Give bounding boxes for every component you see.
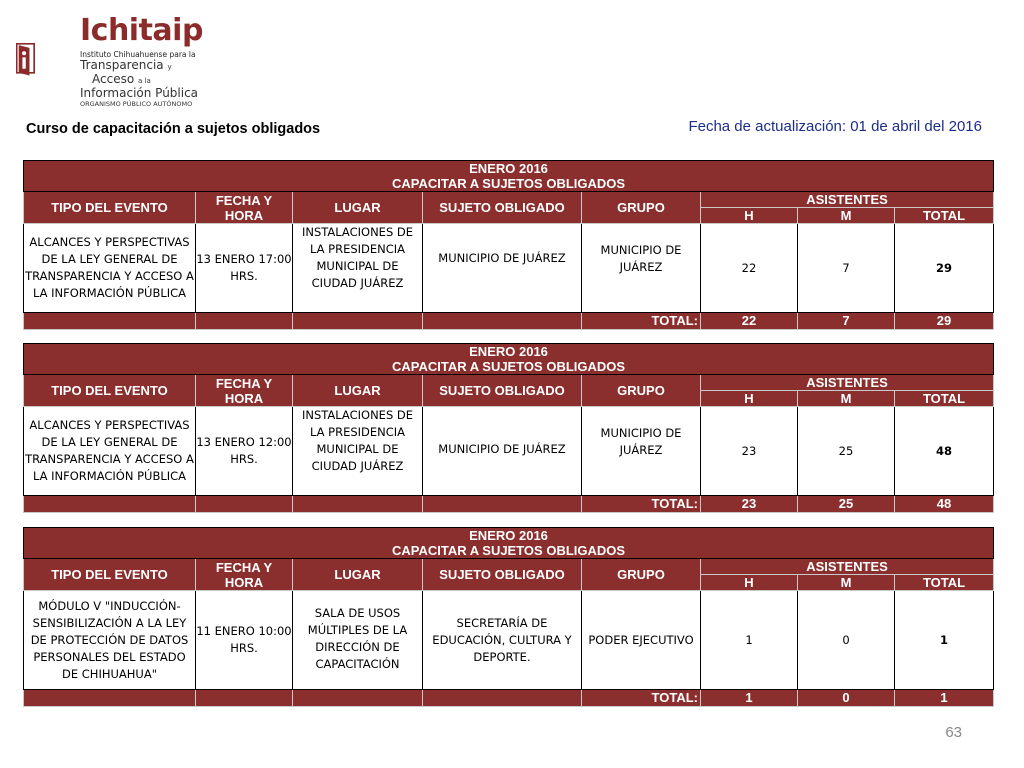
cell-sujeto: MUNICIPIO DE JUÁREZ [423, 407, 582, 496]
totals-label: TOTAL: [582, 496, 701, 513]
col-grupo: GRUPO [582, 375, 701, 407]
cell-fecha: 13 ENERO 17:00 HRS. [196, 224, 293, 313]
col-fecha: FECHA Y HORA [196, 375, 293, 407]
brand-block [80, 14, 203, 109]
cell-lugar: SALA DE USOS MÚLTIPLES DE LA DIRECCIÓN DE CAPACITACIÓN [293, 591, 423, 690]
brand-line-2: Transparencia y [80, 58, 172, 72]
cell-grupo: MUNICIPIO DE JUÁREZ [582, 407, 701, 496]
col-lugar: LUGAR [293, 375, 423, 407]
table-period: ENERO 2016 CAPACITAR A SUJETOS OBLIGADOS [24, 344, 994, 375]
event-table-2 [23, 343, 994, 513]
cell-sujeto: MUNICIPIO DE JUÁREZ [423, 224, 582, 313]
table-row [24, 407, 994, 496]
col-fecha: FECHA Y HORA [196, 559, 293, 591]
cell-h: 23 [701, 407, 798, 496]
totals-h: 22 [701, 313, 798, 330]
table-row [24, 591, 994, 690]
col-tipo: TIPO DEL EVENTO [24, 559, 196, 591]
cell-tipo: ALCANCES Y PERSPECTIVAS DE LA LEY GENERAL DE TRANSPARENCIA Y ACCESO A LA INFORMACIÓN PÚBLICA [24, 407, 196, 496]
cell-sujeto: SECRETARÍA DE EDUCACIÓN, CULTURA Y DEPORTE. [423, 591, 582, 690]
totals-total: 1 [895, 690, 994, 707]
col-total: TOTAL [895, 391, 994, 407]
col-sujeto: SUJETO OBLIGADO [423, 559, 582, 591]
col-h: H [701, 208, 798, 224]
brand-line-4: Información Pública [80, 86, 199, 100]
course-title: Curso de capacitación a sujetos obligados [26, 121, 321, 137]
totals-row [24, 496, 994, 513]
table-period: ENERO 2016 CAPACITAR A SUJETOS OBLIGADOS [24, 161, 994, 192]
totals-h: 1 [701, 690, 798, 707]
cell-fecha: 13 ENERO 12:00 HRS. [196, 407, 293, 496]
totals-total: 29 [895, 313, 994, 330]
update-date: Fecha de actualización: 01 de abril del 2016 [688, 118, 982, 135]
cell-tipo: MÓDULO V "INDUCCIÓN-SENSIBILIZACIÓN A LA LEY DE PROTECCIÓN DE DATOS PERSONALES DEL ESTADO DE CHIHUAHUA" [24, 591, 196, 690]
col-asistentes: ASISTENTES [701, 192, 994, 208]
cell-h: 1 [701, 591, 798, 690]
totals-label: TOTAL: [582, 313, 701, 330]
event-table-3 [23, 527, 994, 707]
col-m: M [798, 575, 895, 591]
table-row [24, 224, 994, 313]
col-grupo: GRUPO [582, 559, 701, 591]
cell-lugar: INSTALACIONES DE LA PRESIDENCIA MUNICIPAL DE CIUDAD JUÁREZ [293, 224, 423, 313]
cell-tipo: ALCANCES Y PERSPECTIVAS DE LA LEY GENERAL DE TRANSPARENCIA Y ACCESO A LA INFORMACIÓN PÚBLICA [24, 224, 196, 313]
cell-lugar: INSTALACIONES DE LA PRESIDENCIA MUNICIPAL DE CIUDAD JUÁREZ [293, 407, 423, 496]
col-h: H [701, 575, 798, 591]
col-total: TOTAL [895, 575, 994, 591]
cell-m: 7 [798, 224, 895, 313]
cell-total: 48 [895, 407, 994, 496]
cell-m: 25 [798, 407, 895, 496]
totals-row [24, 313, 994, 330]
col-asistentes: ASISTENTES [701, 559, 994, 575]
brand-line-5: ORGANISMO PÚBLICO AUTÓNOMO [80, 100, 193, 108]
totals-total: 48 [895, 496, 994, 513]
cell-grupo: MUNICIPIO DE JUÁREZ [582, 224, 701, 313]
brand-line-3: Acceso a la [92, 72, 151, 86]
event-table-1 [23, 160, 994, 330]
col-m: M [798, 208, 895, 224]
page-number: 63 [945, 724, 962, 741]
totals-row [24, 690, 994, 707]
table-period: ENERO 2016 CAPACITAR A SUJETOS OBLIGADOS [24, 528, 994, 559]
col-total: TOTAL [895, 208, 994, 224]
ichitaip-logo-icon [16, 14, 80, 106]
cell-total: 1 [895, 591, 994, 690]
totals-m: 25 [798, 496, 895, 513]
totals-label: TOTAL: [582, 690, 701, 707]
col-h: H [701, 391, 798, 407]
col-sujeto: SUJETO OBLIGADO [423, 192, 582, 224]
cell-fecha: 11 ENERO 10:00 HRS. [196, 591, 293, 690]
totals-h: 23 [701, 496, 798, 513]
brand-line-1: Instituto Chihuahuense para la [80, 50, 196, 59]
cell-h: 22 [701, 224, 798, 313]
col-lugar: LUGAR [293, 192, 423, 224]
brand-name: Ichitaip [80, 13, 203, 48]
col-lugar: LUGAR [293, 559, 423, 591]
totals-m: 7 [798, 313, 895, 330]
col-tipo: TIPO DEL EVENTO [24, 192, 196, 224]
totals-m: 0 [798, 690, 895, 707]
col-fecha: FECHA Y HORA [196, 192, 293, 224]
col-asistentes: ASISTENTES [701, 375, 994, 391]
col-m: M [798, 391, 895, 407]
cell-grupo: PODER EJECUTIVO [582, 591, 701, 690]
col-sujeto: SUJETO OBLIGADO [423, 375, 582, 407]
col-tipo: TIPO DEL EVENTO [24, 375, 196, 407]
cell-total: 29 [895, 224, 994, 313]
cell-m: 0 [798, 591, 895, 690]
col-grupo: GRUPO [582, 192, 701, 224]
